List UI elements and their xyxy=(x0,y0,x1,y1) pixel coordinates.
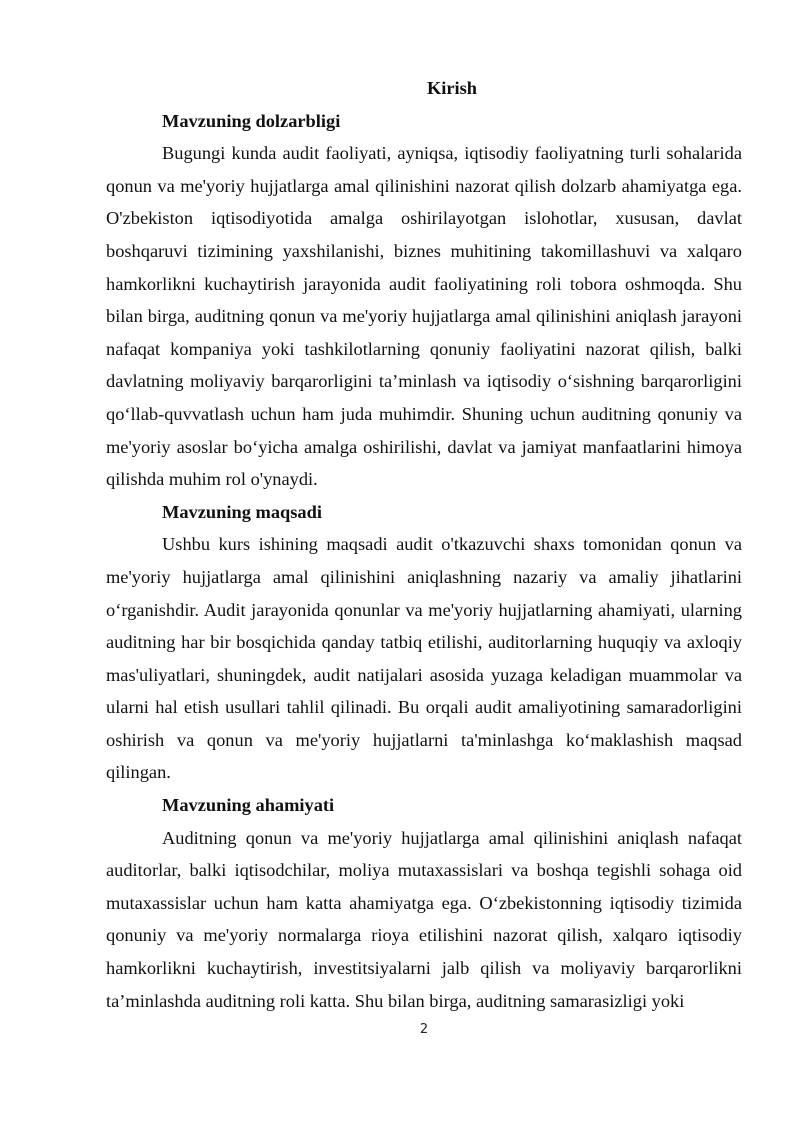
page-number: 2 xyxy=(419,1022,429,1037)
section-heading-goal: Mavzuning maqsadi xyxy=(162,501,322,522)
document-title: Kirish xyxy=(426,78,478,98)
section-heading-importance: Mavzuning ahamiyati xyxy=(162,795,335,816)
section-paragraph-relevance: Bugungi kunda audit faoliyati, ayniqsa, iqtisodiy faoliyatning turli sohalarida qonun va me'yoriy hujjatlarga amal qilinishini nazorat qilish dolzarb ahamiyatga ega. O'zbekiston iqtisodiyotida amalga oshirilayotgan islohotlar, xususan, davlat boshqaruvi tizimining yaxshilanishi, biznes muhitining takomillashuvi va xalqaro hamkorlikni kuchaytirish jarayonida audit faoliyatining roli tobora oshmoqda. Shu bilan birga, auditning qonun va me'yoriy hujjatlarga amal qilinishini aniqlash jarayoni nafaqat kompaniya yoki tashkilotlarning qonuniy faoliyatini nazorat qilish, balki davlatning moliyaviy barqarorligini ta’minlash va iqtisodiy o‘sishning barqarorligini qo‘llab-quvvatlash uchun ham juda muhimdir. Shuning uchun auditning qonuniy va me'yoriy asoslar bo‘yicha amalga oshirilishi, davlat va jamiyat manfaatlarini himoya qilishda muhim rol o'ynaydi. xyxy=(106,143,742,490)
section-heading-relevance: Mavzuning dolzarbligi xyxy=(162,110,341,131)
section-paragraph-goal: Ushbu kurs ishining maqsadi audit o'tkazuvchi shaxs tomonidan qonun va me'yoriy hujjatlarga amal qilinishini aniqlashning nazariy va amaliy jihatlarini o‘rganishdir. Audit jarayonida qonunlar va me'yoriy hujjatlarning ahamiyati, ularning auditning har bir bosqichida qanday tatbiq etilishi, auditorlarning huquqiy va axloqiy mas'uliyatlari, shuningdek, audit natijalari asosida yuzaga keladigan muammolar va ularni hal etish usullari tahlil qilinadi. Bu orqali audit amaliyotining samaradorligini oshirish va qonun va me'yoriy hujjatlarni ta'minlashga ko‘maklashish maqsad qilingan. xyxy=(106,534,742,783)
section-paragraph-importance: Auditning qonun va me'yoriy hujjatlarga amal qilinishini aniqlash nafaqat auditorlar, balki iqtisodchilar, moliya mutaxassislari va boshqa tegishli sohaga oid mutaxassislar uchun ham katta ahamiyatga ega. O‘zbekistonning iqtisodiy tizimida qonuniy va me'yoriy normalarga rioya etilishini nazorat qilish, xalqaro iqtisodiy hamkorlikni kuchaytirish, investitsiyalarni jalb qilish va moliyaviy barqarorlikni ta’minlashda auditning roli katta. Shu bilan birga, auditning samarasizligi yoki xyxy=(106,827,742,1011)
document-page xyxy=(106,72,742,1017)
